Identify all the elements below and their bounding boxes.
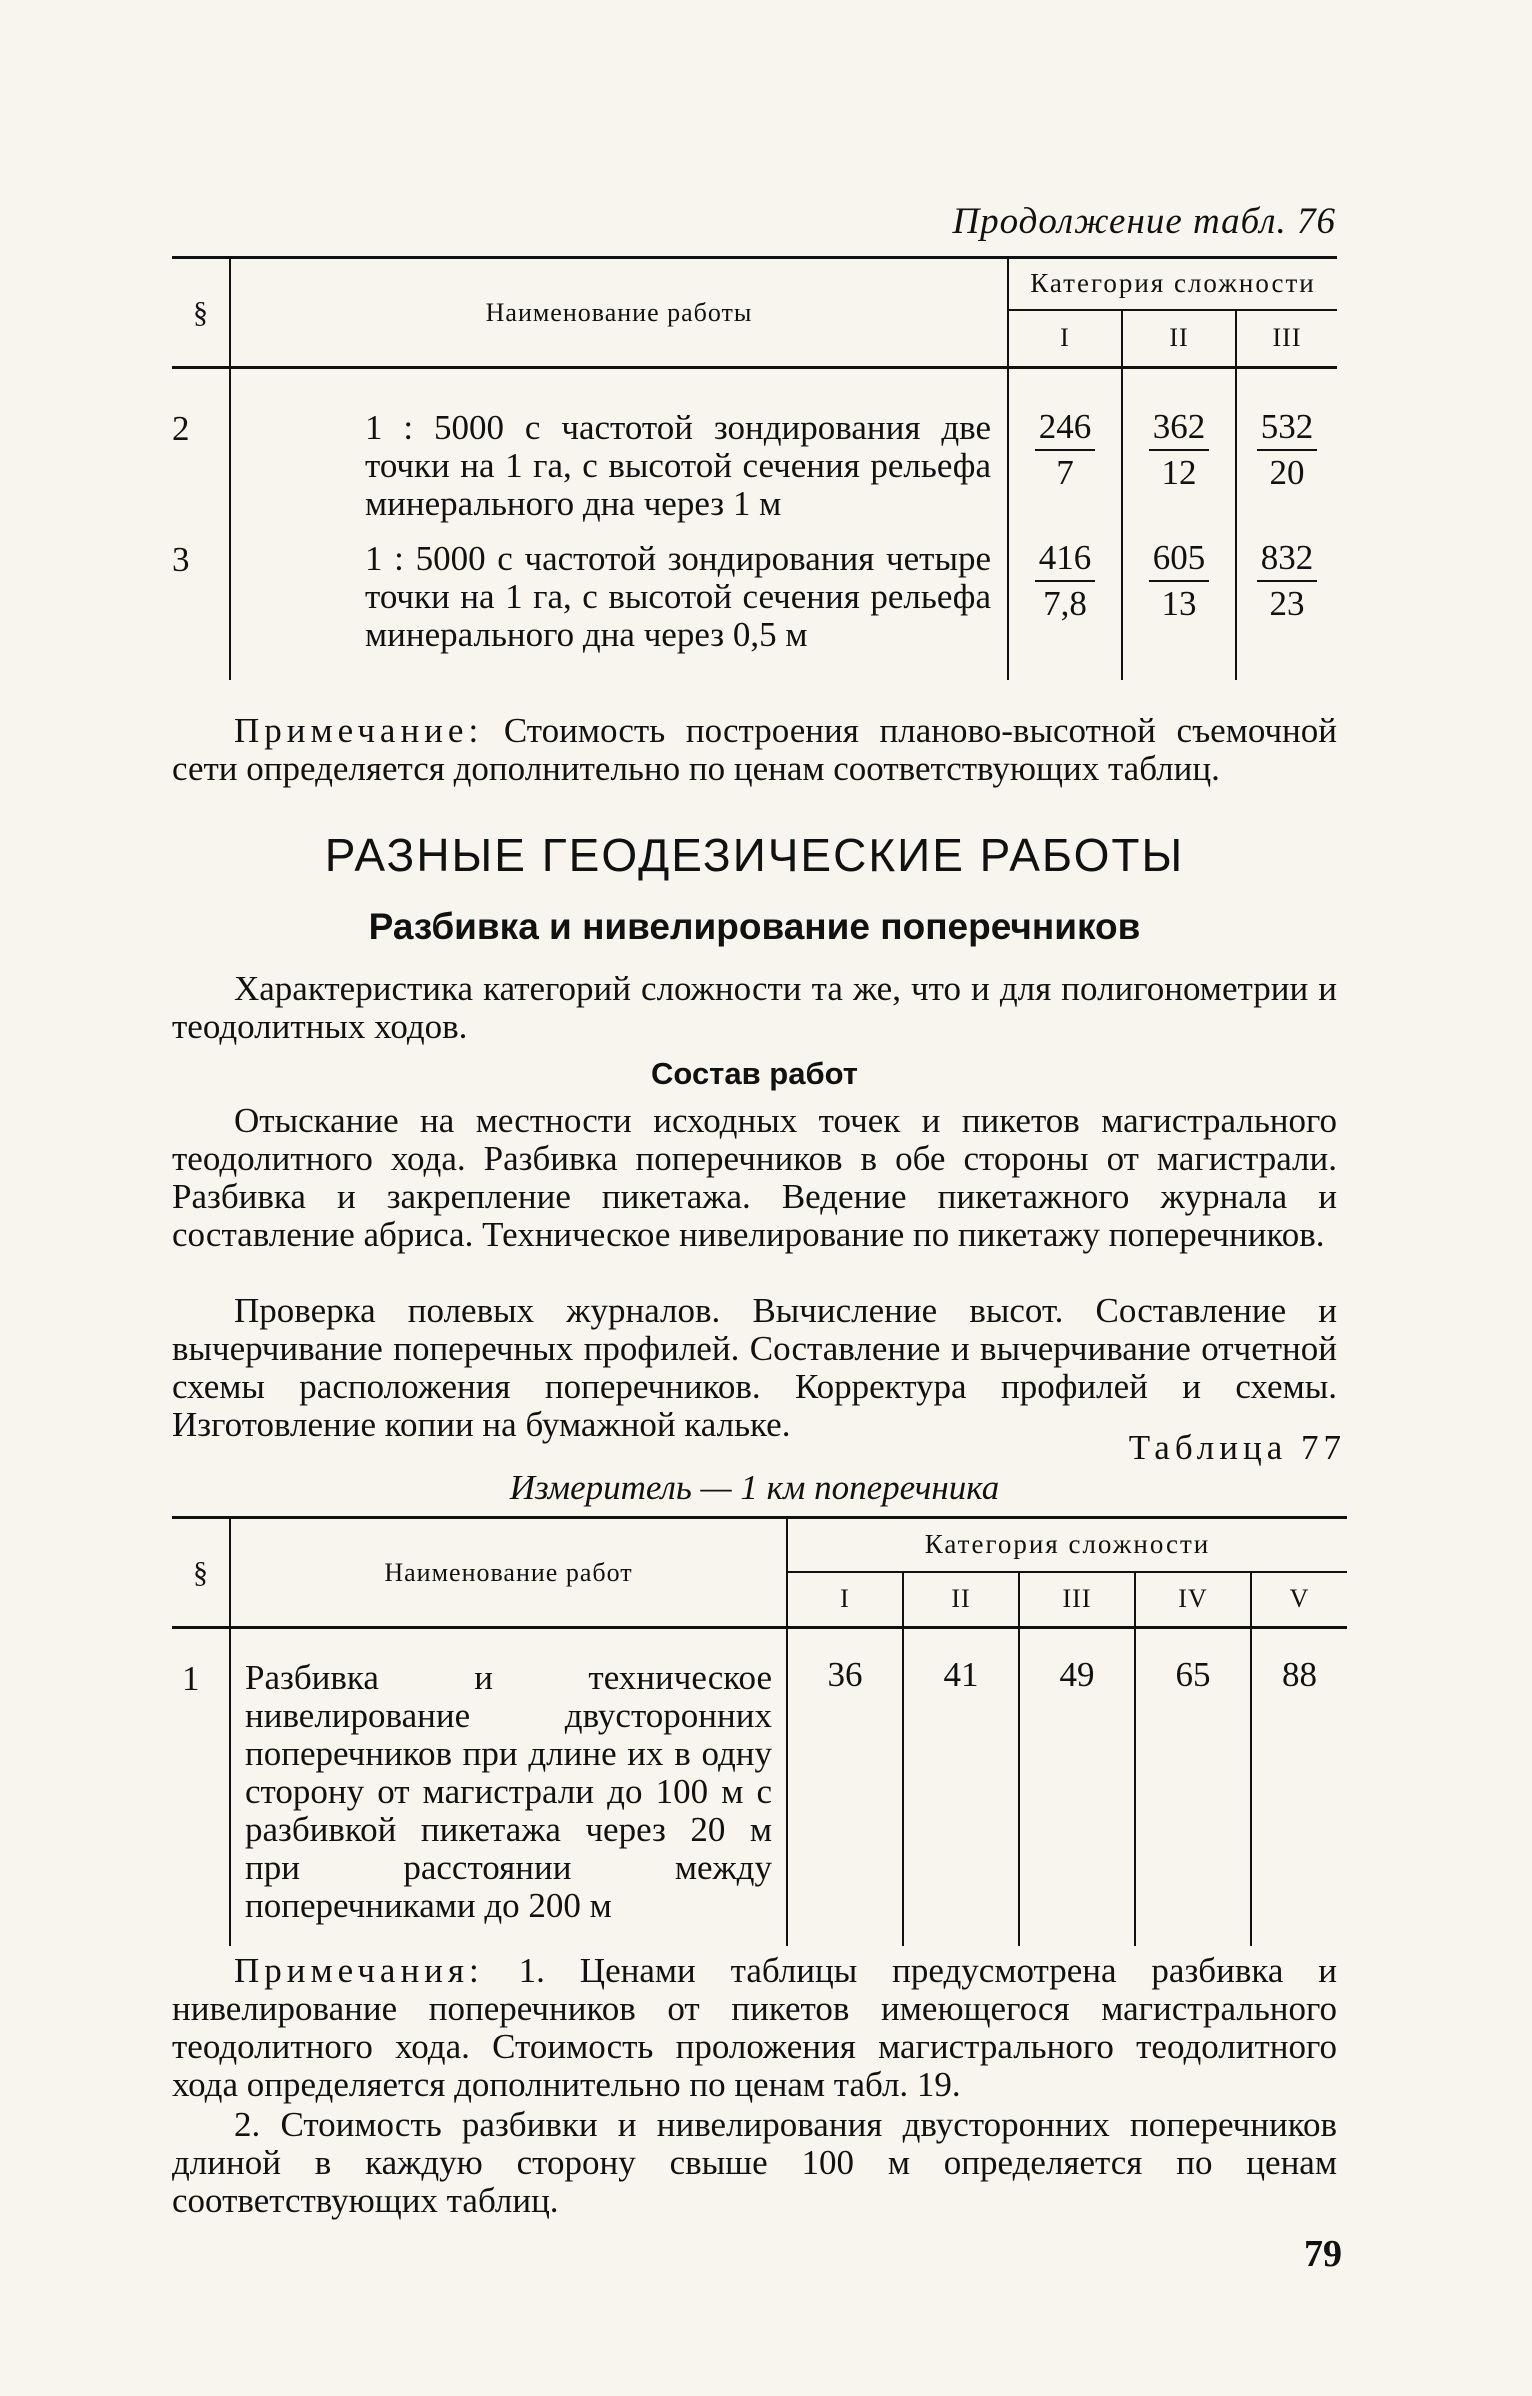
- work-name: 1 : 5000 с частотой зондирования четыре точки на 1 га, с высотой сечения рельефа минерального дна через 0,5 м: [230, 528, 1008, 680]
- table-77-label: Таблица 77: [1128, 1428, 1346, 1467]
- value-fraction: 416 7,8: [1009, 538, 1121, 624]
- value-fraction: 832 23: [1237, 538, 1337, 624]
- value-fraction: 362 12: [1123, 407, 1235, 493]
- note-text: 1. Ценами таблицы предусмотрена разбивка и нивелирование поперечников от пикетов имеющегося магистрального теодолитного хода. Стоимость проложения магистрального теодолитного хода определяется дополнительно по ценам табл. 19.: [172, 1951, 1337, 2104]
- category-ii: II: [1122, 310, 1236, 368]
- value-fraction: 532 20: [1237, 407, 1337, 493]
- header-work-name: Наименование работ: [230, 1518, 787, 1628]
- subsection-title: Разбивка и нивелирование поперечников: [368, 906, 1141, 947]
- value-cell: 88: [1282, 1655, 1317, 1694]
- value-cell: 49: [1019, 1628, 1135, 1946]
- table-76: [172, 256, 1337, 680]
- category-i: I: [1008, 310, 1122, 368]
- table-row: [172, 368, 1337, 528]
- value-cell: 65: [1135, 1628, 1251, 1946]
- composition-paragraph: Отыскание на местности исходных точек и пикетов магистрального теодолитного хода. Разбивка поперечников в обе стороны от магистрали. Разбивка и закрепление пикетажа. Ведение пикетажного журнала и составление абриса. Техническое нивелирование по пикетажу поперечников.: [172, 1101, 1337, 1254]
- category-iii: III: [1019, 1572, 1135, 1628]
- row-number: 2: [172, 368, 230, 528]
- composition-title: Состав работ: [651, 1056, 858, 1091]
- value-fraction: 605 13: [1123, 538, 1235, 624]
- row-number: 3: [172, 528, 230, 680]
- note-label: Примечания:: [234, 1951, 484, 1990]
- header-section: §: [172, 258, 230, 368]
- header-work-name: Наименование работы: [230, 258, 1008, 368]
- category-iii: III: [1236, 310, 1337, 368]
- table-row: [172, 1628, 1347, 1946]
- table-77-note: [172, 1952, 1337, 2104]
- table-row: [172, 528, 1337, 680]
- header-category: Категория сложности: [787, 1518, 1347, 1572]
- note-label: Примечание:: [234, 711, 484, 750]
- category-ii: II: [903, 1572, 1019, 1628]
- header-category: Категория сложности: [1008, 258, 1337, 310]
- continuation-caption: Продолжение табл. 76: [952, 201, 1336, 242]
- table-76-note: [172, 712, 1337, 788]
- category-characteristic: Характеристика категорий сложности та же, что и для полигонометрии и теодолитных ходов.: [172, 969, 1337, 1046]
- row-number: 1: [172, 1628, 230, 1946]
- section-title: РАЗНЫЕ ГЕОДЕЗИЧЕСКИЕ РАБОТЫ: [324, 829, 1185, 881]
- value-fraction: 246 7: [1009, 407, 1121, 493]
- table-77-measure: Измеритель — 1 км поперечника: [509, 1468, 1000, 1507]
- composition-paragraph: Проверка полевых журналов. Вычисление высот. Составление и вычерчивание поперечных профилей. Составление и вычерчивание отчетной схемы расположения поперечников. Корректура профилей и схемы. Изготовление копии на бумажной кальке.: [172, 1291, 1337, 1444]
- header-section: §: [172, 1518, 230, 1628]
- value-cell: 41: [903, 1628, 1019, 1946]
- table-77-note: 2. Стоимость разбивки и нивелирования двусторонних поперечников длиной в каждую сторону свыше 100 м определяется по ценам соответствующих таблиц.: [172, 2105, 1337, 2220]
- category-i: I: [787, 1572, 903, 1628]
- page-number: 79: [1304, 2233, 1342, 2275]
- table-77: [172, 1516, 1347, 1946]
- note-text: Стоимость построения планово-высотной съемочной сети определяется дополнительно по ценам соответствующих таблиц.: [172, 711, 1338, 788]
- value-cell: 36: [787, 1628, 903, 1946]
- work-name: Разбивка и техническое нивелирование двусторонних поперечников при длине их в одну сторону от магистрали до 100 м с разбивкой пикетажа через 20 м при расстоянии между поперечниками до 200 м: [230, 1628, 787, 1946]
- work-name: 1 : 5000 с частотой зондирования две точки на 1 га, с высотой сечения рельефа минерального дна через 1 м: [230, 368, 1008, 528]
- category-iv: IV: [1135, 1572, 1251, 1628]
- category-v: V: [1251, 1572, 1347, 1628]
